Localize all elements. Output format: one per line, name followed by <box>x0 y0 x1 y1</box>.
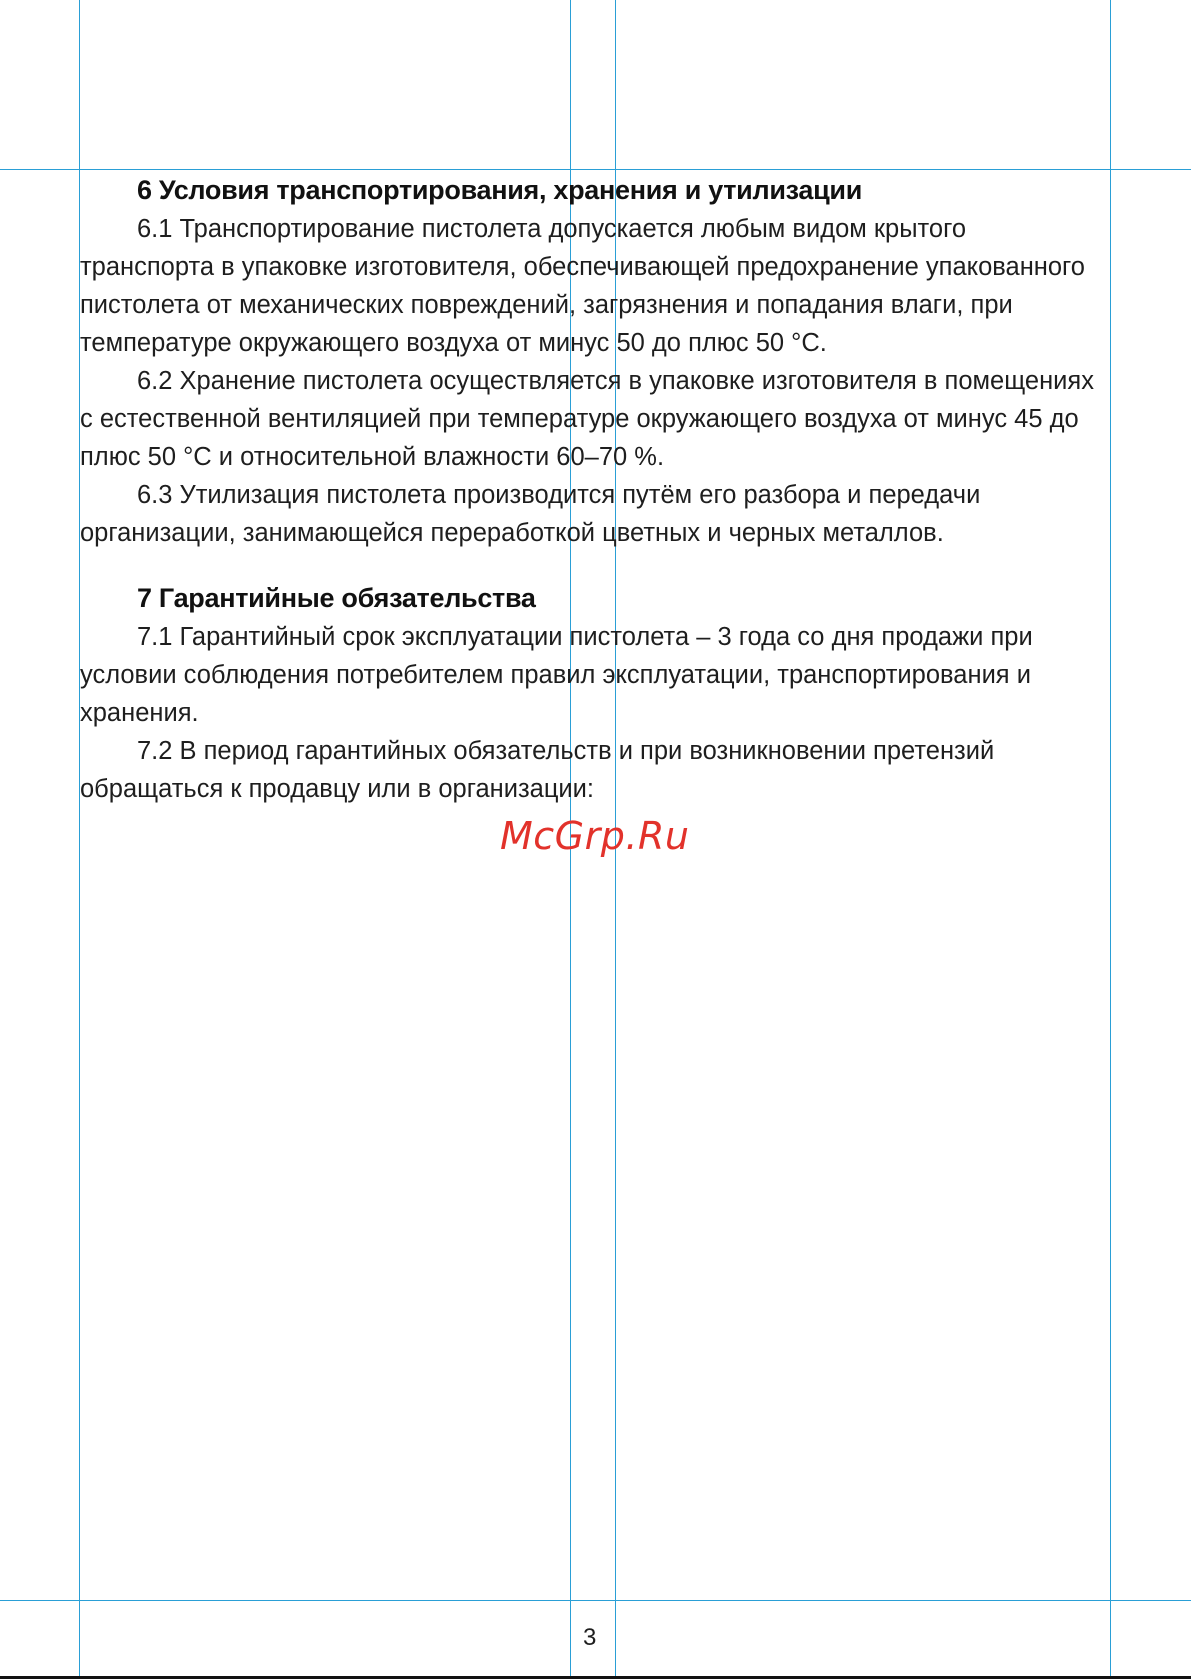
paragraph-6-2: 6.2 Хранение пистолета осуществляется в упаковке изготовителя в помещениях с естественной вентиляцией при температуре окружающего воздуха от минус 45 до плюс 50 °С и относительной влажности 60–70 %. <box>80 367 1094 471</box>
section-6 <box>80 170 1100 552</box>
document-body <box>80 170 1100 808</box>
section-heading: 6 Условия транспортирования, хранения и утилизации <box>137 175 862 205</box>
margin-guide-bottom <box>0 1600 1191 1601</box>
section-7 <box>80 578 1100 808</box>
margin-guide-right <box>1110 0 1111 1679</box>
page-number: 3 <box>583 1624 597 1651</box>
paragraph-6-1: 6.1 Транспортирование пистолета допускается любым видом крытого транспорта в упаковке изготовителя, обеспечивающей предохранение упакованного пистолета от механических повреждений, загрязнения и попадания влаги, при температуре окружающего воздуха от минус 50 до плюс 50 °С. <box>80 215 1085 357</box>
watermark: McGrp.Ru <box>500 814 690 858</box>
paragraph-7-1: 7.1 Гарантийный срок эксплуатации пистолета – 3 года со дня продажи при условии соблюдения потребителем правил эксплуатации, транспортирования и хранения. <box>80 623 1033 727</box>
paragraph-6-3: 6.3 Утилизация пистолета производится путём его разбора и передачи организации, занимающейся переработкой цветных и черных металлов. <box>80 481 981 547</box>
section-heading: 7 Гарантийные обязательства <box>137 583 536 613</box>
paragraph-7-2: 7.2 В период гарантийных обязательств и при возникновении претензий обращаться к продавцу или в организации: <box>80 737 995 803</box>
